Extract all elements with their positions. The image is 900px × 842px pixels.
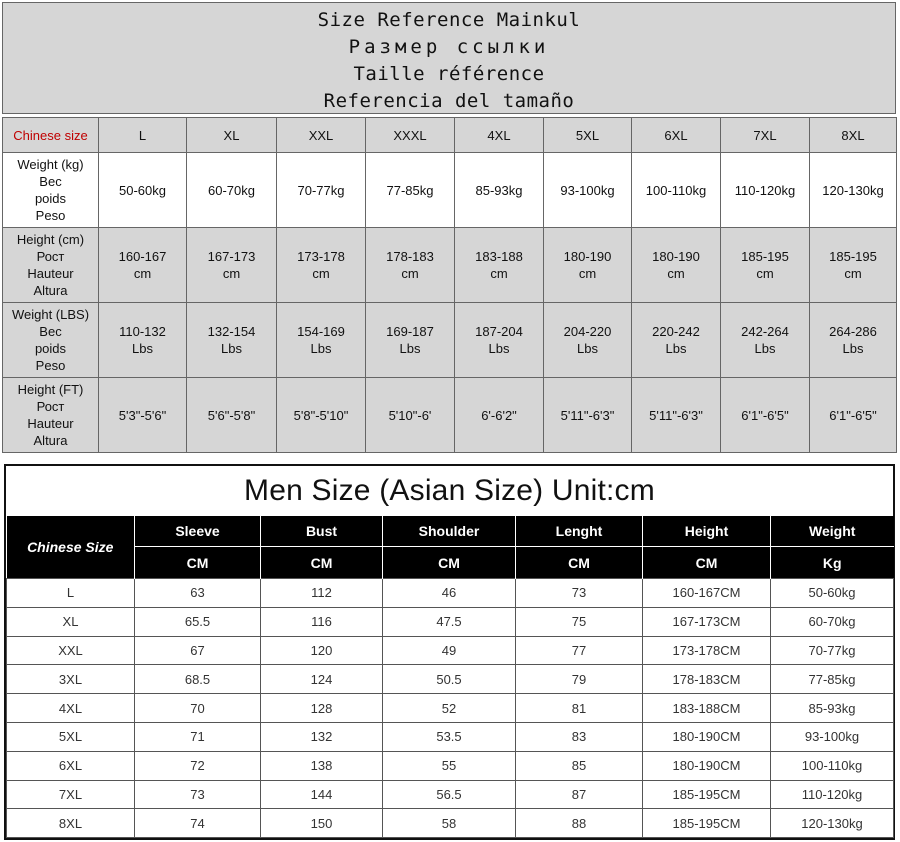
measurement-cell: 180-190CM <box>643 722 771 751</box>
reference-value-cell <box>544 378 632 453</box>
cell-line: Lbs <box>842 341 864 356</box>
cell-line: Altura <box>33 433 68 448</box>
measurement-cell: 183-188CM <box>643 694 771 723</box>
reference-value-cell <box>721 228 810 303</box>
measurement-cell: 87 <box>516 780 643 809</box>
reference-value-cell <box>187 228 277 303</box>
reference-size-row <box>3 118 897 153</box>
measurement-cell: 70 <box>135 694 261 723</box>
reference-value-cell <box>99 228 187 303</box>
measurement-cell: 138 <box>261 751 383 780</box>
cell-line: 178-183 <box>386 249 434 264</box>
size-cell: 3XL <box>7 665 135 694</box>
measurement-cell: 180-190CM <box>643 751 771 780</box>
measurement-cell: 68.5 <box>135 665 261 694</box>
measurement-cell: 110-120kg <box>771 780 894 809</box>
measurement-cell: 74 <box>135 809 261 838</box>
measurement-cell: 167-173CM <box>643 607 771 636</box>
table-row <box>7 579 894 608</box>
cell-line: 70-77kg <box>297 182 345 198</box>
cell-line: Altura <box>33 283 68 298</box>
column-header: Shoulder <box>383 516 516 547</box>
reference-value-cell <box>810 303 897 378</box>
cell-line: cm <box>133 266 152 281</box>
column-unit: CM <box>383 547 516 579</box>
reference-value-cell <box>277 378 366 453</box>
size-header-cell: 6XL <box>632 118 721 153</box>
cell-line: cm <box>222 266 241 281</box>
measurement-cell: 120-130kg <box>771 809 894 838</box>
table-row <box>7 665 894 694</box>
table-row <box>7 694 894 723</box>
cell-line: 5'11"-6'3" <box>560 407 615 423</box>
cell-line: 6'1"-6'5" <box>741 407 789 423</box>
cell-line: 169-187 <box>386 324 434 339</box>
reference-value-cell <box>810 228 897 303</box>
reference-value-cell <box>455 303 544 378</box>
reference-value-cell <box>187 153 277 228</box>
cell-line: Height (FT) <box>17 382 84 397</box>
reference-value-cell <box>366 153 455 228</box>
cell-line: 185-195 <box>741 249 789 264</box>
cell-line: 93-100kg <box>560 182 615 198</box>
men-size-grid <box>6 516 894 838</box>
cell-line: Weight (LBS) <box>11 307 90 322</box>
cell-line: 110-132 <box>119 324 166 339</box>
reference-value-cell <box>455 378 544 453</box>
column-header: Weight <box>771 516 894 547</box>
cell-line: 77-85kg <box>386 182 434 198</box>
reference-value-cell <box>99 153 187 228</box>
measurement-cell: 56.5 <box>383 780 516 809</box>
reference-grid <box>2 117 897 453</box>
cell-line: Lbs <box>310 341 332 356</box>
reference-value-cell <box>721 303 810 378</box>
reference-value-cell <box>366 303 455 378</box>
reference-title-en: Size Reference Mainkul <box>317 9 581 31</box>
cell-line: Hauteur <box>27 266 74 281</box>
size-header-cell: 8XL <box>810 118 897 153</box>
reference-value-cell <box>277 228 366 303</box>
cell-line: 160-167 <box>118 249 167 264</box>
cell-line: cm <box>756 266 774 281</box>
men-unit-row <box>7 547 894 579</box>
measurement-cell: 72 <box>135 751 261 780</box>
column-header: Sleeve <box>135 516 261 547</box>
size-cell: 6XL <box>7 751 135 780</box>
cell-line: 100-110kg <box>645 182 707 198</box>
column-unit: CM <box>516 547 643 579</box>
measurement-cell: 47.5 <box>383 607 516 636</box>
measurement-cell: 73 <box>516 579 643 608</box>
measurement-cell: 83 <box>516 722 643 751</box>
measurement-cell: 185-195CM <box>643 780 771 809</box>
cell-line: Lbs <box>221 341 242 356</box>
cell-line: 110-120kg <box>734 182 796 198</box>
size-header-cell: XL <box>187 118 277 153</box>
measurement-cell: 93-100kg <box>771 722 894 751</box>
cell-line: 120-130kg <box>822 182 884 198</box>
cell-line: Weight (kg) <box>17 157 84 172</box>
measurement-cell: 185-195CM <box>643 809 771 838</box>
table-row <box>7 722 894 751</box>
measurement-cell: 73 <box>135 780 261 809</box>
cell-line: cm <box>667 266 685 281</box>
reference-value-cell <box>99 303 187 378</box>
reference-value-cell <box>721 153 810 228</box>
cell-line: 60-70kg <box>208 182 255 198</box>
size-header-cell: 7XL <box>721 118 810 153</box>
reference-value-cell <box>277 153 366 228</box>
reference-row-label <box>3 378 99 453</box>
cell-line: 187-204 <box>475 324 523 339</box>
size-cell: 5XL <box>7 722 135 751</box>
cell-line: Рост <box>36 249 65 264</box>
cell-line: Lbs <box>399 341 421 356</box>
table-row <box>7 809 894 838</box>
cell-line: 173-178 <box>297 249 345 264</box>
cell-line: 5'10"-6' <box>388 407 432 423</box>
reference-value-cell <box>544 153 632 228</box>
measurement-cell: 71 <box>135 722 261 751</box>
cell-line: cm <box>312 266 330 281</box>
size-header-cell: 4XL <box>455 118 544 153</box>
cell-line: poids <box>34 341 67 356</box>
men-header-row <box>7 516 894 547</box>
cell-line: 242-264 <box>741 324 789 339</box>
cell-line: 5'11"-6'3" <box>649 407 703 423</box>
cell-line: Lbs <box>754 341 776 356</box>
cell-line: Peso <box>35 208 66 223</box>
measurement-cell: 46 <box>383 579 516 608</box>
measurement-cell: 85-93kg <box>771 694 894 723</box>
cell-line: 85-93kg <box>475 182 523 198</box>
cell-line: Lbs <box>577 341 598 356</box>
measurement-cell: 173-178CM <box>643 636 771 665</box>
men-chart-title: Men Size (Asian Size) Unit:cm <box>244 474 655 507</box>
cell-line: cm <box>844 266 862 281</box>
reference-value-cell <box>366 228 455 303</box>
reference-value-cell <box>187 378 277 453</box>
cell-line: 264-286 <box>829 324 877 339</box>
reference-value-cell <box>810 153 897 228</box>
table-row <box>7 607 894 636</box>
measurement-cell: 67 <box>135 636 261 665</box>
size-header-cell: XXL <box>277 118 366 153</box>
men-size-chart <box>4 464 895 840</box>
reference-row-label <box>3 303 99 378</box>
measurement-cell: 75 <box>516 607 643 636</box>
size-header-cell: L <box>99 118 187 153</box>
reference-value-cell <box>632 228 721 303</box>
table-row <box>7 780 894 809</box>
size-header-cell: 5XL <box>544 118 632 153</box>
cell-line: 204-220 <box>563 324 612 339</box>
cell-line: cm <box>401 266 419 281</box>
measurement-cell: 132 <box>261 722 383 751</box>
measurement-cell: 77-85kg <box>771 665 894 694</box>
measurement-cell: 144 <box>261 780 383 809</box>
reference-title-ru: Размер ссылки <box>348 36 550 58</box>
measurement-cell: 58 <box>383 809 516 838</box>
column-unit: CM <box>135 547 261 579</box>
cell-line: 5'6"-5'8" <box>207 407 256 423</box>
measurement-cell: 100-110kg <box>771 751 894 780</box>
reference-value-cell <box>366 378 455 453</box>
cell-line: Lbs <box>488 341 510 356</box>
column-unit: CM <box>261 547 383 579</box>
measurement-cell: 70-77kg <box>771 636 894 665</box>
size-cell: 4XL <box>7 694 135 723</box>
measurement-cell: 52 <box>383 694 516 723</box>
reference-title-block <box>2 2 896 114</box>
reference-row-label <box>3 153 99 228</box>
measurement-cell: 63 <box>135 579 261 608</box>
cell-line: cm <box>578 266 597 281</box>
measurement-cell: 55 <box>383 751 516 780</box>
measurement-cell: 88 <box>516 809 643 838</box>
cell-line: poids <box>34 191 67 206</box>
size-cell: XL <box>7 607 135 636</box>
table-row <box>7 636 894 665</box>
cell-line: 154-169 <box>297 324 345 339</box>
cell-line: Lbs <box>665 341 687 356</box>
measurement-cell: 53.5 <box>383 722 516 751</box>
measurement-cell: 81 <box>516 694 643 723</box>
cell-line: 180-190 <box>563 249 612 264</box>
size-cell: L <box>7 579 135 608</box>
reference-value-cell <box>632 303 721 378</box>
reference-value-cell <box>632 378 721 453</box>
cell-line: 5'8"-5'10" <box>293 407 349 423</box>
cell-line: Peso <box>35 358 66 373</box>
cell-line: Lbs <box>132 341 153 356</box>
reference-value-cell <box>544 228 632 303</box>
reference-title-fr: Taille référence <box>353 63 545 85</box>
column-unit: CM <box>643 547 771 579</box>
column-header: Height <box>643 516 771 547</box>
cell-line: Hauteur <box>27 416 74 431</box>
measurement-cell: 60-70kg <box>771 607 894 636</box>
measurement-cell: 50.5 <box>383 665 516 694</box>
measurement-cell: 120 <box>261 636 383 665</box>
cell-line: 220-242 <box>652 324 700 339</box>
reference-row <box>3 153 897 228</box>
reference-value-cell <box>187 303 277 378</box>
measurement-cell: 85 <box>516 751 643 780</box>
measurement-cell: 112 <box>261 579 383 608</box>
cell-line: 6'1"-6'5" <box>829 407 877 423</box>
measurement-cell: 79 <box>516 665 643 694</box>
measurement-cell: 50-60kg <box>771 579 894 608</box>
measurement-cell: 49 <box>383 636 516 665</box>
measurement-cell: 178-183CM <box>643 665 771 694</box>
cell-line: Вес <box>39 324 62 339</box>
size-cell: 7XL <box>7 780 135 809</box>
reference-title-es: Referencia del tamaño <box>323 90 575 112</box>
reference-value-cell <box>455 228 544 303</box>
table-row <box>7 751 894 780</box>
cell-line: cm <box>490 266 508 281</box>
chinese-size-header: Chinese Size <box>7 516 135 579</box>
measurement-cell: 65.5 <box>135 607 261 636</box>
cell-line: 180-190 <box>652 249 700 264</box>
cell-line: 185-195 <box>829 249 877 264</box>
reference-value-cell <box>632 153 721 228</box>
column-header: Bust <box>261 516 383 547</box>
cell-line: Рост <box>36 399 65 414</box>
cell-line: Height (cm) <box>16 232 85 247</box>
reference-row <box>3 228 897 303</box>
measurement-cell: 77 <box>516 636 643 665</box>
measurement-cell: 116 <box>261 607 383 636</box>
measurement-cell: 160-167CM <box>643 579 771 608</box>
cell-line: 50-60kg <box>119 182 166 198</box>
chinese-size-label: Chinese size <box>3 118 99 153</box>
cell-line: 6'-6'2" <box>481 407 517 423</box>
measurement-cell: 150 <box>261 809 383 838</box>
size-cell: XXL <box>7 636 135 665</box>
column-unit: Kg <box>771 547 894 579</box>
size-header-cell: XXXL <box>366 118 455 153</box>
reference-value-cell <box>721 378 810 453</box>
reference-value-cell <box>277 303 366 378</box>
reference-row <box>3 303 897 378</box>
reference-value-cell <box>544 303 632 378</box>
cell-line: 5'3"-5'6" <box>118 407 167 423</box>
cell-line: 183-188 <box>475 249 523 264</box>
reference-value-cell <box>810 378 897 453</box>
measurement-cell: 124 <box>261 665 383 694</box>
reference-value-cell <box>99 378 187 453</box>
cell-line: Вес <box>39 174 62 189</box>
column-header: Lenght <box>516 516 643 547</box>
cell-line: 167-173 <box>207 249 256 264</box>
measurement-cell: 128 <box>261 694 383 723</box>
reference-row <box>3 378 897 453</box>
cell-line: 132-154 <box>207 324 256 339</box>
size-cell: 8XL <box>7 809 135 838</box>
reference-value-cell <box>455 153 544 228</box>
reference-row-label <box>3 228 99 303</box>
